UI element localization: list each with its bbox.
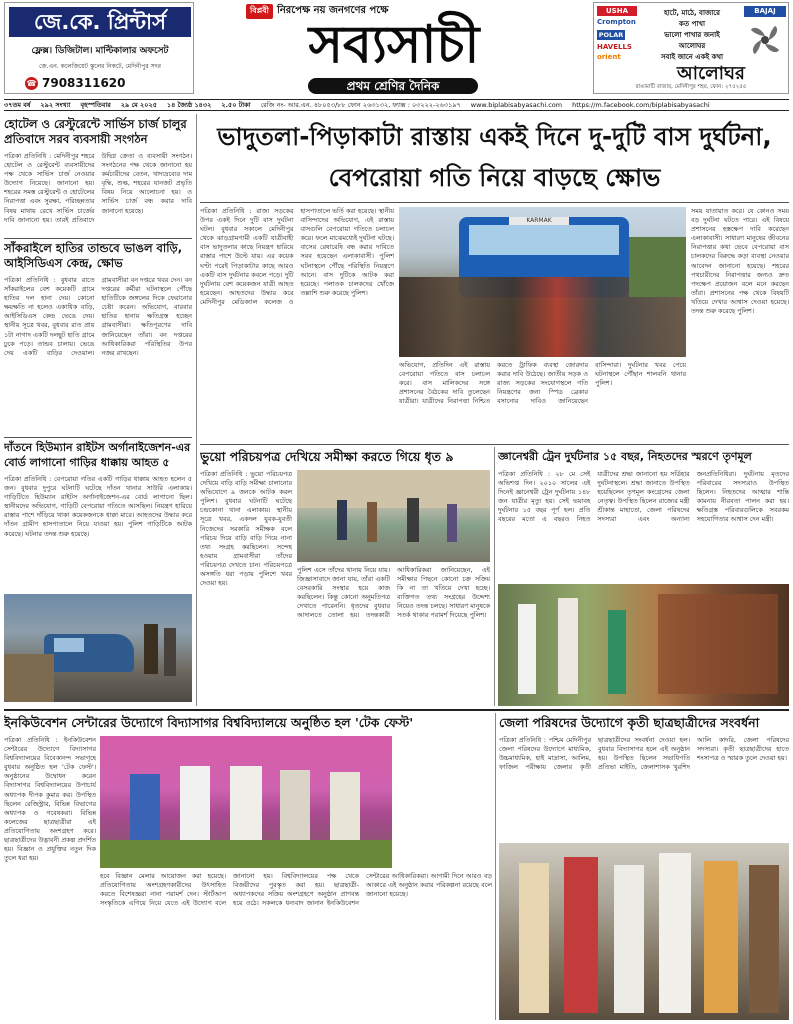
divider [494,447,495,706]
photo-detail [558,598,578,694]
photo-detail [367,502,377,542]
fan-icon [746,21,784,59]
photo-detail [518,604,536,694]
photo-detail [297,470,490,508]
photo-detail [130,774,160,844]
left-ad-phone-row [25,75,126,91]
left-ad-phone: 7908311620 [42,76,126,90]
right-ad-address: রাঙামাটি বাজার, মেদিনীপুর শহর, ফোন: ২৭৫২৫৫ [635,84,747,90]
elephant-body: পত্রিকা প্রতিনিধি : বুধবার রাতে সাঁকরাইলের বেশ কয়েকটি গ্রামে হাতির দল হানা দেয়। কোনো ক্ষয়ক্ষতি না হলেও একাধিক বাড়ি, আইসিডিএস কেন্দ্র ভেঙে দেয়। স্থানীয় সূত্রে খবর, বুধবার রাত প্রায় ১টা নাগাদ একটি দলছুট হাতি গ্রামে ঢুকে পড়ে। তান্ডব চালায়। ভেঙে দেয় একটি বাড়ির দেওয়াল। গ্রামবাসীরা বন দপ্তরে খবর দেন। বন দপ্তরের কর্মীরা ঘটনাস্থলে পৌঁছে হাতিটিকে জঙ্গলের দিকে ফেরানোর চেষ্টা করেন। অভিযোগ, বারবার হাতির হানায় ক্ষতিগ্রস্ত হচ্ছেন গ্রামবাসীরা। ক্ষতিপূরণের দাবি জানিয়েছেন তাঁরা। বন দপ্তরের আধিকারিকরা পরিস্থিতির উপর নজর রাখছেন। [4,276,192,357]
right-ad-line3: ভালো পাখার জনাই [664,31,720,39]
dateline-price: ২.৫০ টাকা [221,100,251,109]
brand-crompton: Crompton [597,18,636,26]
masthead-tagline: নিরপেক্ষ নয় জনগণের পক্ষে [276,5,389,16]
lead-body-a: পত্রিকা প্রতিনিধি : রাজ্য সড়কের উপর একই দিনে দুটি বাস দুর্ঘটনা ঘটল। বুধবার সকালে মেদিনীপুর থেকে ঝাড়গ্রামগামী একটি যাত্রীবাহী বাস ভাদুতলার কাছে নিয়ন্ত্রণ হারিয়ে রাস্তার পাশে উল্টে যায়। এর কয়েক ঘণ্টা পরেই পিড়াকাটার কাছে আরও একটি বাস দুর্ঘটনার কবলে পড়ে। দুটি দুর্ঘটনায় বেশ কয়েকজন যাত্রী আহত হয়েছেন। আহতদের উদ্ধার করে মেদিনীপুর মেডিক্যাল কলেজ ও হাসপাতালে ভর্তি করা হয়েছে। স্থানীয় বাসিন্দাদের অভিযোগ, এই রাস্তায় বাসগুলি বেপরোয়া গতিতে চলাচল করে। ফলে মাঝেমধ্যেই দুর্ঘটনা ঘটছে। বাসের রেষারেষি বন্ধ করার দাবিতে সরব হয়েছেন এলাকাবাসী। পুলিশ ঘটনাস্থলে পৌঁছে পরিস্থিতি নিয়ন্ত্রণে আনে। বাস দুটিকে আটক করা হয়েছে। পলাতক চালকদের খোঁজে তল্লাশি শুরু করেছে পুলিশ। [200,207,394,306]
photo-detail [230,766,262,846]
arrest-photo [297,470,490,562]
dateline-year: ৩৭তম বর্ষ [4,100,31,109]
techfest-body-b: হবে বিজ্ঞান মেলার আয়োজন করা হয়েছে। প্রতিযোগিতায় অংশগ্রহণকারীদের উৎসাহিত করতে বিশেষজ্ঞরা নানা পরামর্শ দেন। স্টার্টআপ সংস্কৃতিকে এগিয়ে নিয়ে যেতে এই উদ্যোগ বলে জানানো হয়। বিশ্ববিদ্যালয়ের পক্ষ থেকে বিজয়ীদের পুরস্কৃত করা হয়। ছাত্রছাত্রী-অধ্যাপকদের সক্রিয় অংশগ্রহণে অনুষ্ঠান প্রাণবন্ত হয়ে ওঠে। সকলকে ধন্যবাদ জানান ইনকিউবেশন সেন্টারের আধিকারিকরা। আগামী দিনে আরও বড় আকারে এই অনুষ্ঠান করার পরিকল্পনা রয়েছে বলে জানানো হয়েছে। [100,872,492,908]
divider [4,709,789,711]
left-ad-services: ফ্লেক্স। ডিজিটাল। মাল্টিকালার অফসেট [31,46,169,56]
photo-detail [4,654,54,702]
photo-detail [180,766,210,846]
brand-orient: orient [597,53,621,61]
elephant-headline: সাঁকরাইলে হাতির তান্ডবে ভাঙল বাড়ি, আইসিডিএস কেন্দ্র, ক্ষোভ [4,241,183,270]
fake-id-headline: ভুয়ো পরিচয়পত্র দেখিয়ে সমীক্ষা করতে গিয়ে ধৃত ৯ [200,449,454,464]
techfest-photo [100,736,392,868]
photo-detail [564,857,598,1013]
techfest-headline: ইনকিউবেশন সেন্টারের উদ্যোগে বিদ্যাসাগর বিশ্ববিদ্যালয়ে অনুষ্ঠিত হল 'টেক ফেস্ট' [4,715,414,730]
photo-detail [407,498,419,542]
photo-detail [469,225,619,255]
dateline-day: বৃহস্পতিবার [80,100,111,109]
brand-bajaj: BAJAJ [744,6,786,17]
brand-usha: USHA [597,6,637,16]
masthead [198,0,590,96]
dateline-issue: ২৯২ সংখ্যা [40,100,71,109]
dateline-date: ২৯ মে ২০২৫ [120,100,157,109]
accident-car-photo [4,594,192,702]
photo-detail [519,863,549,1013]
lead-body-c: সময় যাতায়াত করে। যে কোনও সময় বড় দুর্ঘটনা ঘটতে পারে। এই বিষয়ে প্রশাসনের হস্তক্ষেপ দাবি করেছেন এলাকাবাসী। সাধারণ মানুষের জীবনের নিরাপত্তার কথা ভেবে বেপরোয়া বাস চালকদের বিরুদ্ধে কড়া ব্যবস্থা নেওয়ার আবেদন জানানো হয়েছে। শহরের পথচারীদের নিরাপত্তার জন্যও দ্রুত পদক্ষেপ প্রয়োজন বলে মনে করছেন তাঁরা। প্রশাসনের পক্ষ থেকে বিষয়টি খতিয়ে দেখার আশ্বাস দেওয়া হয়েছে। তদন্ত শুরু করেছে পুলিশ। [691,207,789,316]
datan-headline: দাঁতনে হিউম্যান রাইটস অর্গানাইজেশন-এর বোর্ড লাগানো গাড়ির ধাক্কায় আহত ৫ [4,441,191,469]
left-ad [4,2,194,94]
dateline-fb[interactable]: https://m.facebook.com/biplabisabyasachi [572,101,710,109]
left-ad-address: জে.এন. কলেজিয়েট স্কুলের নিকটে, মেদিনীপুর সদর [39,63,161,70]
left-ad-name: জে.কে. প্রিন্টার্স [9,7,191,37]
right-ad-line5: সবাই জানে একই কথা [660,53,724,61]
masthead-subtitle: প্রথম শ্রেণির দৈনিক [308,78,478,94]
divider [196,114,197,706]
right-ad-line4: আলোঘর [678,42,706,50]
photo-detail [54,638,84,652]
felicitation-headline: জেলা পরিষদের উদ্যোগে কৃতী ছাত্রছাত্রীদের সংবর্ধনা [499,715,760,730]
lead-body-b: অভিযোগ, প্রতিদিন এই রাস্তায় বেপরোয়া গতিতে বাস চলাচল করে। বাস মালিকদের সঙ্গে প্রশাসনের বৈঠকের দাবি তুলেছেন যাত্রীরা। যাত্রীদের নিরাপত্তা নিশ্চিত করতে ট্রাফিক ব্যবস্থা জোরদার করার দাবি উঠেছে। জাতীয় সড়ক ও রাজ্য সড়কের সংযোগস্থলে গতি নিয়ন্ত্রণের জন্য স্পিড ব্রেকার বসানোর দাবিও জানিয়েছেন বাসিন্দারা। দুর্ঘটনার খবর পেয়ে ঘটনাস্থলে পৌঁছান শালবনি থানার পুলিশ। [399,361,686,406]
phone-icon: ☎ [26,78,37,88]
photo-detail [447,504,457,542]
photo-detail [658,594,778,694]
hotel-body: পত্রিকা প্রতিনিধি : মেদিনীপুর শহরে হোটেল ও রেস্টুরেন্ট ব্যবসায়ীদের পক্ষ থেকে সার্ভিস চার্জ নেওয়ার উদ্যোগ নিয়েছে। জানানো হয়। শহরের সমস্ত রেস্টুরেন্ট ও হোটেলের নিরাপত্তা এবং সুরক্ষা, পরিচ্ছন্নতার বিষয় মাথায় রেখে সার্ভিস চার্জের দাবি জানানো হয়। তারই প্রতিবাদে উদ্বিগ্ন ক্রেতা ও ব্যবসায়ী সংগঠন। সংগঠনের পক্ষ থেকে জানানো হয় কর্মচারীদের বেতন, খাদ্যদ্রব্যের দাম বৃদ্ধি, শুল্ক, শহরের যানজট প্রভৃতি বিষয় নিয়ে আলোচনা হয়। ও সার্ভিস চার্জ বন্ধ করার দাবি জানানো হয়েছে। [4,152,192,224]
dateline-reg: রেজি নং- আর.এন. ৪৮০৫৩/৮৮ ফোন ২৬৩১৩২, ফ্যাক্স : ০৩২২২-২৬৩১৯৭ [260,100,461,109]
divider [200,202,789,203]
bus-accident-photo [399,207,686,357]
photo-detail [337,500,347,540]
photo-detail [608,610,626,694]
photo-detail [164,628,176,676]
photo-detail [704,861,738,1013]
felicitation-photo [499,843,789,1020]
train-headline: জ্ঞানেশ্বরী ট্রেন দুর্ঘটনার ১৫ বছর, নিহতদের স্মরণে তৃণমূল [498,450,752,463]
brand-havells: HAVELLS [597,43,632,51]
dateline-web[interactable]: www.biplabisabyasachi.com [470,101,563,109]
train-body: পত্রিকা প্রতিনিধি : ২৮ মে সেই অভিশপ্ত দিন। ২০১০ সালের এই দিনেই জ্ঞানেশ্বরী ট্রেন দুর্ঘটনায় ১৪৮ জন যাত্রীর মৃত্যু হয়। সেই ভয়াবহ দুর্ঘটনার ১৫ বছর পূর্ণ হল। প্রতি বছরের মতো এ বছরও নিহত যাত্রীদের শ্রদ্ধা জানানো হয় সর্ডিহার দুর্ঘটনাস্থলে। শ্রদ্ধা জানাতে উপস্থিত হয়েছিলেন তৃণমূল কংগ্রেসের জেলা নেতৃত্ব। উপস্থিত ছিলেন রাজ্যের মন্ত্রী শ্রীকান্ত মাহাতো, জেলা পরিষদের সদস্যরা এবং অন্যান্য জনপ্রতিনিধিরা। দুর্ঘটনায় মৃতদের পরিবারের সদস্যরাও উপস্থিত ছিলেন। নিহতদের আত্মার শান্তি কামনায় নীরবতা পালন করা হয়। ক্ষতিগ্রস্ত পরিবারগুলিকে সবরকম সহযোগিতার আশ্বাস দেন মন্ত্রী। [498,470,789,524]
photo-detail [280,770,310,846]
bus-sign: KARMAK [509,217,569,225]
photo-detail [749,865,779,1013]
divider [4,437,192,438]
memorial-photo [498,584,789,706]
divider [4,238,192,239]
masthead-tag: বিপ্লবী [246,4,273,19]
hotel-headline: হোটেল ও রেস্টুরেন্টে সার্ভিস চার্জ চালুর প্রতিবাদে সরব ব্যবসায়ী সংগঠন [4,117,187,146]
dateline-bdate: ১৪ জ্যৈষ্ঠ ১৪৩২ [166,100,212,109]
datan-body: পত্রিকা প্রতিনিধি : বেপরোয়া গতির একটি গাড়ির ধাক্কায় আহত হলেন ৫ জন। বুধবার দুপুরে ঘটনাটি ঘটেছে দাঁতন থানার সাউরি এলাকায়। গাড়িটিতে হিউম্যান রাইটস অর্গানাইজেশন-এর বোর্ড লাগানো ছিল। স্থানীয়দের অভিযোগ, গাড়িটি বেপরোয়া গতিতে আসছিল। নিয়ন্ত্রণ হারিয়ে রাস্তার পাশে দাঁড়িয়ে থাকা কয়েকজনকে ধাক্কা মারে। আহতদের উদ্ধার করে দাঁতন গ্রামীণ হাসপাতালে নিয়ে যাওয়া হয়। পুলিশ গাড়িটিকে আটক করেছে। ঘটনার তদন্ত শুরু হয়েছে। [4,475,192,538]
lead-headline: ভাদুতলা-পিড়াকাটা রাস্তায় একই দিনে দু-দুটি বাস দুর্ঘটনা, বেপরোয়া গতি নিয়ে বাড়ছে ক্ষোভ [217,122,772,192]
photo-detail [629,237,686,297]
photo-detail [614,865,644,1013]
divider [495,713,496,1020]
brand-polar: POLAR [598,31,624,39]
right-ad [593,2,789,94]
right-ad-shop: আলোঘর [677,63,745,84]
techfest-body-a: পত্রিকা প্রতিনিধি : ইনকিউবেশন সেন্টারের উদ্যোগে বিদ্যাসাগর বিশ্ববিদ্যালয়ের বিবেকানন্দ সভাগৃহে বুধবার অনুষ্ঠিত হল 'টেক ফেস্ট'। অনুষ্ঠানের উদ্বোধন করেন বিদ্যাসাগর বিশ্ববিদ্যালয়ের উপাচার্য অধ্যাপক দীপক কুমার কর। উপস্থিত ছিলেন রেজিস্ট্রার, বিভিন্ন বিভাগের অধ্যাপক ও গবেষকরা। বিভিন্ন কলেজের ছাত্রছাত্রীরা এই প্রতিযোগিতায় অংশগ্রহণ করে। ছাত্রছাত্রীদের উদ্ভাবনী প্রকল্প প্রদর্শিত হয়। বিজ্ঞান ও প্রযুক্তির নতুন দিক তুলে ধরা হয়। [4,736,96,863]
right-ad-line1: হাটে, মাঠে, বাজারে [664,9,720,17]
photo-detail [100,840,392,868]
dateline [4,99,789,111]
photo-detail [659,853,691,1013]
photo-detail [144,624,158,674]
fake-id-body-b: পুলিশ এসে তাঁদের থানায় নিয়ে যায়। জিজ্ঞাসাবাদে জানা যায়, তাঁরা একটি বেসরকারি সংস্থার হয়ে কাজ করছিলেন। কিন্তু কোনো অনুমতিপত্র দেখাতে পারেননি। ধৃতদের বুধবার আদালতে তোলা হয়। তদন্তকারী আধিকারিকরা জানিয়েছেন, এই সমীক্ষার পিছনে কোনো চক্র সক্রিয় কি না তা খতিয়ে দেখা হচ্ছে। ব্যক্তিগত তথ্য সংগ্রহের উদ্দেশ্য নিয়েও তদন্ত চলছে। সাধারণ মানুষকে সতর্ক থাকার পরামর্শ দিয়েছে পুলিশ। [297,566,490,620]
right-ad-line2: কত পাখা [679,20,705,28]
masthead-title: সব্যসাচী [308,14,480,75]
felicitation-body-a: পত্রিকা প্রতিনিধি : পশ্চিম মেদিনীপুর জেলা পরিষদের উদ্যোগে মাধ্যমিক, উচ্চমাধ্যমিক, হাই মাদ্রাসা, আলিম, ফাজিল পরীক্ষায় জেলার কৃতী ছাত্রছাত্রীদের সংবর্ধনা দেওয়া হল। বুধবার বিদ্যাসাগর হলে এই অনুষ্ঠান হয়। উপস্থিত ছিলেন সভাধিপতি প্রতিভা মাইতি, জেলাশাসক খুরশিদ আলি কাদরি, জেলা পরিষদের সদস্যরা। কৃতী ছাত্রছাত্রীদের হাতে শংসাপত্র ও স্মারক তুলে দেওয়া হয়। [499,736,789,772]
fake-id-body-a: পত্রিকা প্রতিনিধি : ভুয়ো পরিচয়পত্র দেখিয়ে বাড়ি বাড়ি সমীক্ষা চালানোর অভিযোগে ৯ জনকে আটক করল পুলিশ। বুধবার ঘটনাটি ঘটেছে চন্দ্রকোনা থানা এলাকায়। স্থানীয় সূত্রে খবর, একদল যুবক-যুবতী নিজেদের সরকারি সমীক্ষক বলে পরিচয় দিয়ে বাড়ি বাড়ি গিয়ে নানা তথ্য সংগ্রহ করছিলেন। সন্দেহ হওয়ায় গ্রামবাসীরা তাঁদের পরিচয়পত্র দেখতে চান। পরিচয়পত্রে অসঙ্গতি ধরা পড়ায় পুলিশে খবর দেওয়া হয়। [200,470,292,588]
photo-detail [330,772,360,846]
divider [200,444,789,445]
